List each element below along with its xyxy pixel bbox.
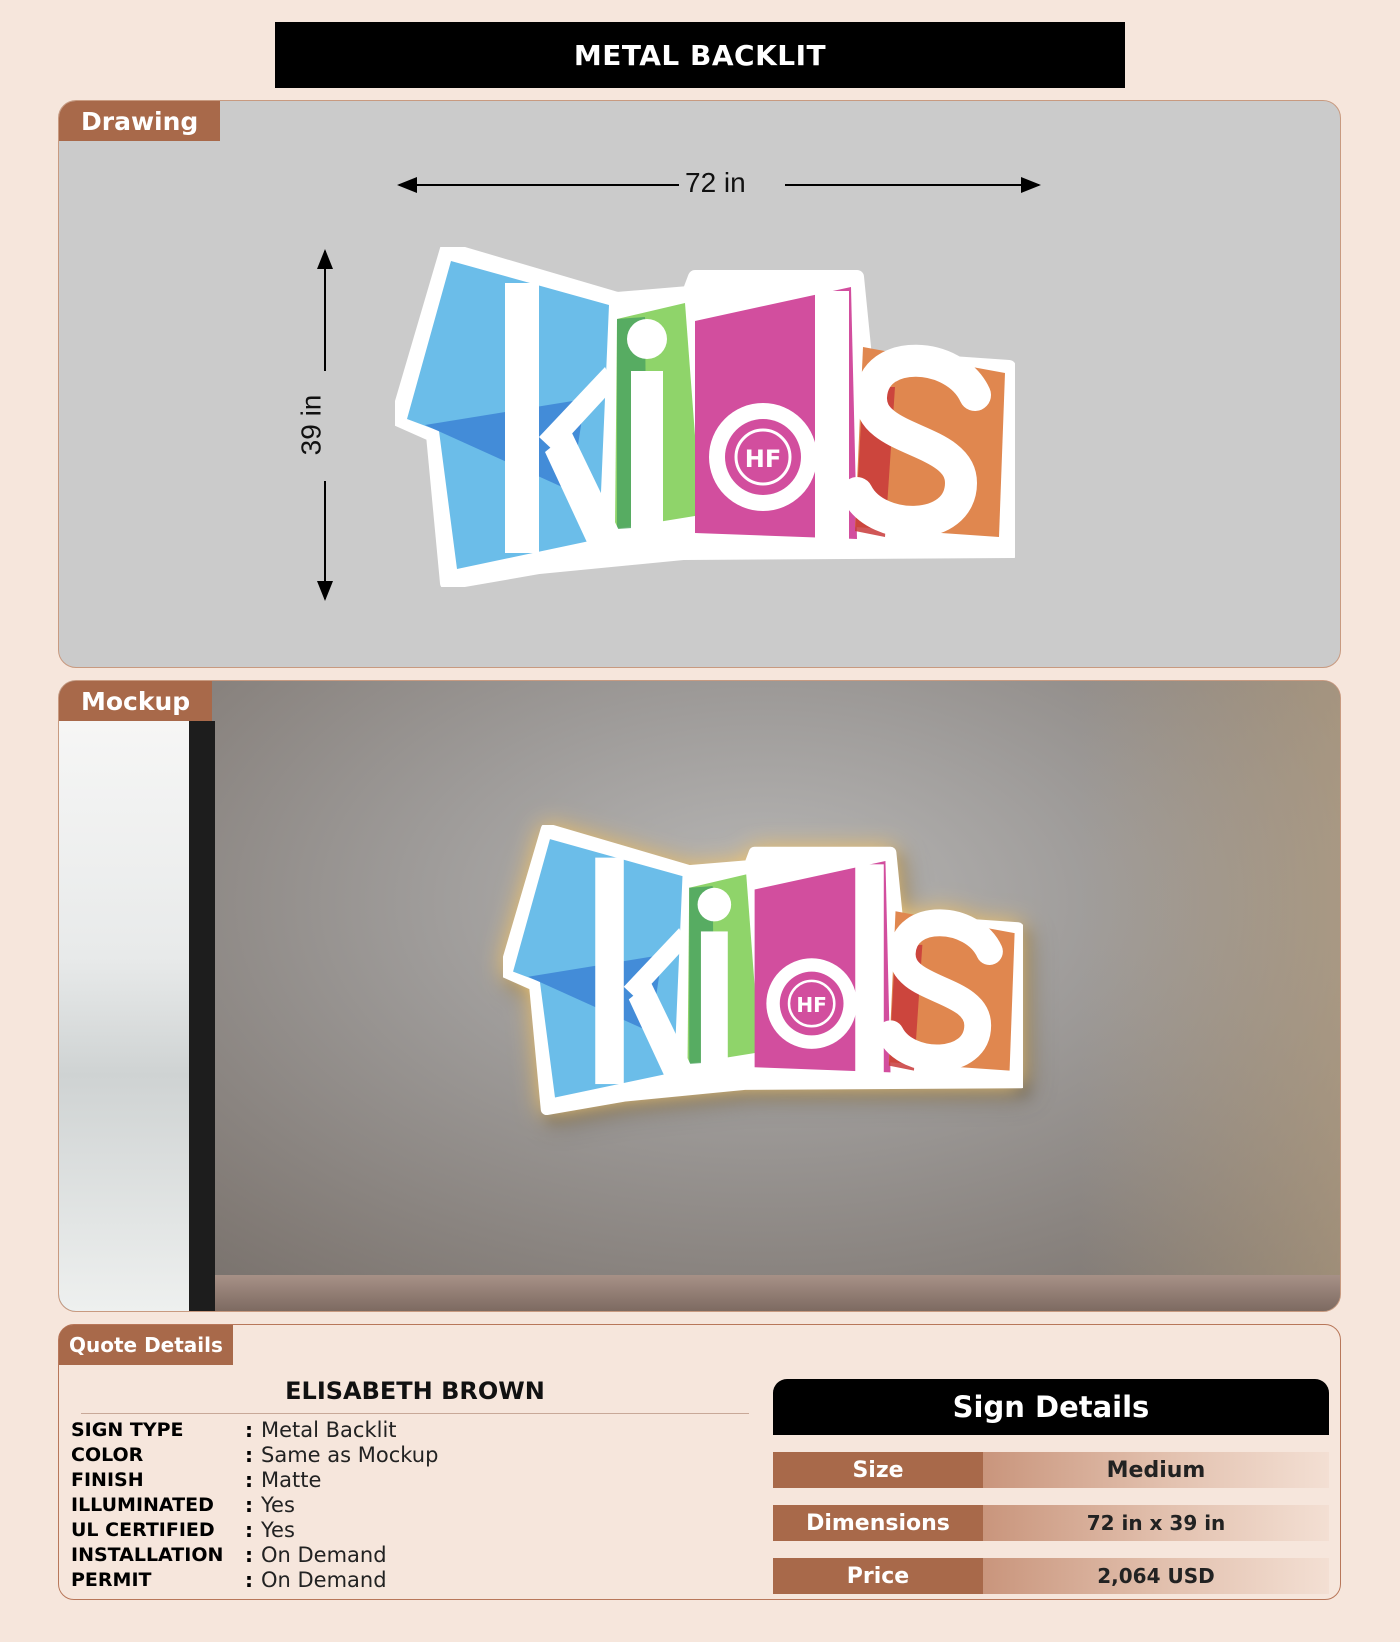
page-title: METAL BACKLIT: [275, 22, 1125, 88]
spec-row-sign-type: [71, 1417, 438, 1442]
spec-colon: :: [245, 1517, 253, 1542]
sign-details-title: Sign Details: [773, 1379, 1329, 1435]
sign-detail-key: Dimensions: [773, 1505, 983, 1541]
drawing-tag: Drawing: [59, 101, 220, 141]
spec-value: Metal Backlit: [261, 1417, 397, 1442]
spec-row-finish: [71, 1467, 438, 1492]
spec-key: SIGN TYPE: [71, 1418, 184, 1441]
spec-key: COLOR: [71, 1443, 144, 1466]
quote-details: [58, 1324, 1341, 1600]
spec-key: FINISH: [71, 1468, 144, 1491]
spec-row-color: [71, 1442, 438, 1467]
mockup-window-frame: [189, 721, 215, 1311]
spec-colon: :: [245, 1442, 253, 1467]
sign-detail-row-dimensions: [773, 1505, 1329, 1541]
spec-value: Same as Mockup: [261, 1442, 439, 1467]
sign-detail-value: 2,064 USD: [983, 1558, 1329, 1594]
kids-logo-mockup: [503, 825, 1023, 1115]
spec-row-installation: [71, 1542, 438, 1567]
sign-detail-key: Size: [773, 1452, 983, 1488]
spec-colon: :: [245, 1467, 253, 1492]
sign-detail-key: Price: [773, 1558, 983, 1594]
drawing-panel: [58, 100, 1341, 668]
spec-key: INSTALLATION: [71, 1543, 224, 1566]
spec-key: PERMIT: [71, 1568, 152, 1591]
quote-tag: Quote Details: [59, 1325, 233, 1365]
spec-colon: :: [245, 1542, 253, 1567]
mockup-panel: [58, 680, 1341, 1312]
height-dimension-label: 39 in: [295, 394, 327, 456]
spec-colon: :: [245, 1567, 253, 1592]
width-dimension-label: 72 in: [685, 167, 746, 198]
kids-logo-drawing: [395, 247, 1015, 587]
spec-value: Yes: [261, 1517, 295, 1542]
sign-detail-value: Medium: [983, 1452, 1329, 1488]
mockup-floor: [215, 1275, 1340, 1311]
spec-list: [71, 1417, 438, 1592]
sign-details-table: [773, 1379, 1329, 1594]
spec-row-ul-certified: [71, 1517, 438, 1542]
spec-row-illuminated: [71, 1492, 438, 1517]
customer-name: ELISABETH BROWN: [81, 1377, 749, 1414]
spec-value: Yes: [261, 1492, 295, 1517]
mockup-window: [59, 721, 189, 1311]
sign-detail-row-size: [773, 1452, 1329, 1488]
spec-row-permit: [71, 1567, 438, 1592]
mockup-tag: Mockup: [59, 681, 212, 721]
spec-value: On Demand: [261, 1567, 387, 1592]
spec-value: On Demand: [261, 1542, 387, 1567]
sign-detail-row-price: [773, 1558, 1329, 1594]
spec-colon: :: [245, 1492, 253, 1517]
mockup-wall-light: [1080, 681, 1340, 1311]
spec-key: ILLUMINATED: [71, 1493, 214, 1516]
sign-detail-value: 72 in x 39 in: [983, 1505, 1329, 1541]
spec-value: Matte: [261, 1467, 322, 1492]
spec-key: UL CERTIFIED: [71, 1518, 215, 1541]
spec-colon: :: [245, 1417, 253, 1442]
